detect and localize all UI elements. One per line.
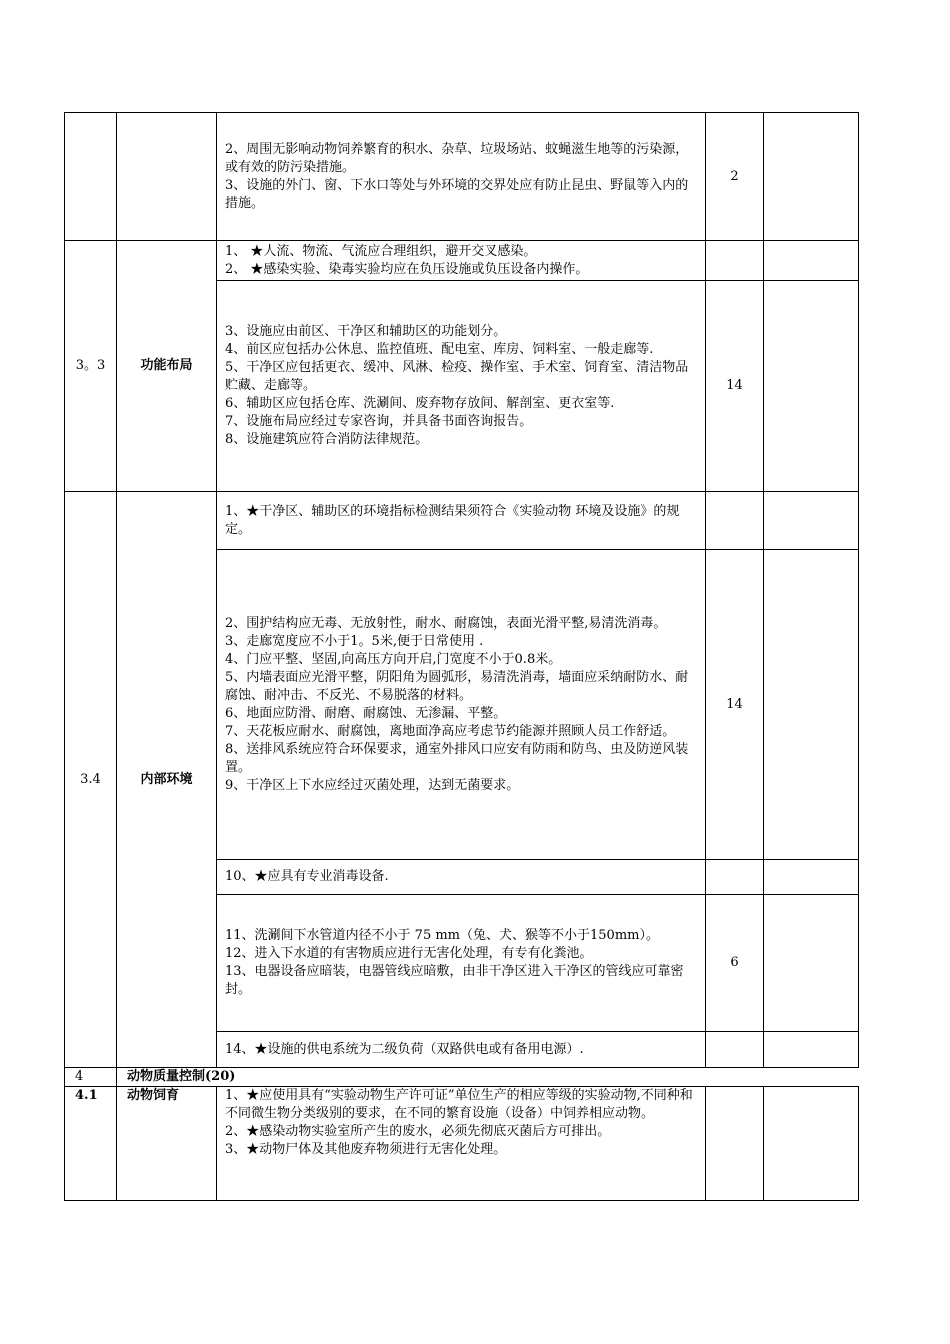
criteria-item: 13、电器设备应暗装，电器管线应暗敷，由非干净区进入干净区的管线应可靠密封。 (225, 964, 684, 997)
criteria-cell (217, 860, 706, 895)
criteria-item: 8、设施建筑应符合消防法律规范。 (225, 432, 429, 447)
criteria-item: 9、干净区上下水应经过灭菌处理，达到无菌要求。 (225, 777, 520, 793)
result-cell (764, 492, 859, 550)
criteria-item: 7、设施布局应经过专家咨询，并具备书面咨询报告。 (225, 414, 533, 429)
criteria-item: 1、 ★人流、物流、气流应合理组织，避开交叉感染。 (225, 243, 537, 259)
category-title: 动物质量控制(20) (117, 1068, 859, 1087)
score-cell (706, 492, 764, 550)
table-row (65, 113, 859, 241)
criteria-cell (217, 550, 706, 860)
score-cell: 14 (706, 550, 764, 860)
table-row (65, 1068, 859, 1087)
section-number: 3.4 (65, 492, 117, 1068)
section-number: 4 (65, 1068, 117, 1087)
criteria-item: 3、★动物尸体及其他废弃物须进行无害化处理。 (225, 1142, 507, 1157)
criteria-item: 6、辅助区应包括仓库、洗涮间、废弃物存放间、解剖室、更衣室等. (225, 396, 615, 411)
section-name: 功能布局 (117, 241, 217, 492)
result-cell (764, 860, 859, 895)
result-cell (764, 113, 859, 241)
criteria-item: 8、送排风系统应符合环保要求，通室外排风口应安有防雨和防鸟、虫及防逆风装置。 (225, 741, 689, 775)
section-number: 3。3 (65, 241, 117, 492)
section-number-cell (65, 113, 117, 241)
criteria-cell (217, 895, 706, 1032)
criteria-cell (217, 1087, 706, 1201)
table-row (65, 1087, 859, 1201)
criteria-item: 3、走廊宽度应不小于1。5米,便于日常使用 . (225, 633, 484, 649)
criteria-item: 2、周围无影响动物饲养繁育的积水、杂草、垃圾场站、蚊蝇滋生地等的污染源，或有效的防污染措施。 (225, 141, 689, 175)
criteria-item: 4、门应平整、坚固,向高压方向开启,门宽度不小于0.8米。 (225, 651, 562, 667)
criteria-item: 10、★应具有专业消毒设备. (225, 869, 389, 884)
criteria-item: 14、★设施的供电系统为二级负荷（双路供电或有备用电源）. (225, 1041, 584, 1057)
criteria-item: 2、★感染动物实验室所产生的废水，必须先彻底灭菌后方可排出。 (225, 1124, 611, 1139)
criteria-cell (217, 281, 706, 492)
criteria-item: 5、干净区应包括更衣、缓冲、风淋、检疫、操作室、手术室、饲育室、清洁物品贮藏、走廊等。 (225, 360, 689, 393)
criteria-item: 1、★应使用具有“实验动物生产许可证”单位生产的相应等级的实验动物,不同种和不同微生物分类级别的要求，在不同的繁育设施（设备）中饲养相应动物。 (225, 1088, 693, 1121)
criteria-item: 3、设施的外门、窗、下水口等处与外环境的交界处应有防止昆虫、野鼠等入内的措施。 (225, 177, 689, 211)
result-cell (764, 895, 859, 1032)
result-cell (764, 1032, 859, 1068)
section-name: 内部环境 (117, 492, 217, 1068)
criteria-item: 11、洗涮间下水管道内径不小于 75 mm（兔、犬、猴等不小于150mm）。 (225, 928, 659, 943)
section-name-cell (117, 113, 217, 241)
score-cell (706, 1087, 764, 1201)
criteria-item: 2、 ★感染实验、染毒实验均应在负压设施或负压设备内操作。 (225, 261, 589, 277)
criteria-item: 6、地面应防滑、耐磨、耐腐蚀、无渗漏、平整。 (225, 705, 507, 721)
criteria-cell (217, 113, 706, 241)
score-cell (706, 241, 764, 281)
criteria-item: 3、设施应由前区、干净区和辅助区的功能划分。 (225, 324, 507, 339)
section-name: 动物饲育 (117, 1087, 217, 1201)
score-cell: 14 (706, 281, 764, 492)
score-cell: 2 (706, 113, 764, 241)
criteria-item: 2、围护结构应无毒、无放射性，耐水、耐腐蚀，表面光滑平整,易清洗消毒。 (225, 615, 667, 631)
criteria-item: 7、天花板应耐水、耐腐蚀，离地面净高应考虑节约能源并照顾人员工作舒适。 (225, 723, 676, 739)
criteria-item: 4、前区应包括办公休息、监控值班、配电室、库房、饲料室、一般走廊等. (225, 342, 654, 357)
criteria-cell (217, 492, 706, 550)
score-cell: 6 (706, 895, 764, 1032)
criteria-item: 1、★干净区、辅助区的环境指标检测结果须符合《实验动物 环境及设施》的规定。 (225, 503, 680, 537)
result-cell (764, 241, 859, 281)
result-cell (764, 281, 859, 492)
criteria-item: 12、进入下水道的有害物质应进行无害化处理，有专有化粪池。 (225, 946, 593, 961)
section-number: 4.1 (65, 1087, 117, 1201)
score-cell (706, 1032, 764, 1068)
criteria-item: 5、内墙表面应光滑平整，阴阳角为圆弧形，易清洗消毒，墙面应采纳耐防水、耐腐蚀、耐冲击、不反光、不易脱落的材料。 (225, 669, 689, 703)
score-cell (706, 860, 764, 895)
criteria-cell (217, 241, 706, 281)
table-row (65, 241, 859, 281)
evaluation-table (64, 112, 859, 1201)
criteria-cell (217, 1032, 706, 1068)
result-cell (764, 1087, 859, 1201)
result-cell (764, 550, 859, 860)
table-row (65, 492, 859, 550)
